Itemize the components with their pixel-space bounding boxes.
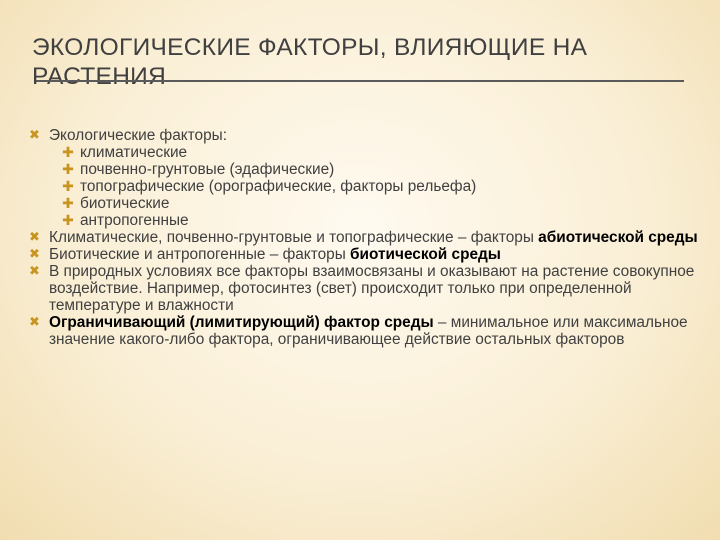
plus-icon: ✚ <box>62 212 74 228</box>
bullet-item <box>0 263 701 314</box>
x-mark-icon: ✖ <box>29 263 40 278</box>
bullet-item <box>0 127 701 144</box>
plus-icon: ✚ <box>62 178 74 194</box>
bullet-text: В природных условиях все факторы взаимосвязаны и оказывают на растение совокупное воздействие. Например, фотосинтез (свет) происходит только при определенной температуре и влажности <box>49 263 695 314</box>
sub-bullet-item <box>0 178 700 195</box>
x-mark-icon: ✖ <box>29 246 40 261</box>
bullet-text: – минимальное или максимальное значение какого-либо фактора, ограничивающее действие остальных факторов <box>49 314 688 348</box>
sub-bullet-item <box>0 212 700 229</box>
bullet-text: Климатические, почвенно-грунтовые и топографические – факторы <box>49 229 539 246</box>
sub-bullet-text: топографические (орографические, факторы рельефа) <box>80 178 477 195</box>
sub-bullet-item <box>0 144 700 161</box>
sub-bullet-item <box>0 195 700 212</box>
title-underline <box>36 80 684 82</box>
plus-icon: ✚ <box>62 195 74 211</box>
bullet-item <box>0 229 701 246</box>
slide-content <box>0 127 720 348</box>
sub-bullet-text: климатические <box>80 144 188 161</box>
x-mark-icon: ✖ <box>29 314 40 329</box>
bullet-bold-text: абиотической среды <box>538 229 698 246</box>
plus-icon: ✚ <box>62 144 74 160</box>
x-mark-icon: ✖ <box>29 229 40 244</box>
sub-bullet-text: биотические <box>80 195 170 212</box>
sub-bullet-text: почвенно-грунтовые (эдафические) <box>80 161 335 178</box>
bullet-item <box>0 314 701 348</box>
bullet-item <box>0 246 701 263</box>
x-mark-icon: ✖ <box>29 127 40 142</box>
bullet-bold-text: биотической среды <box>350 246 501 263</box>
sub-bullet-item <box>0 161 700 178</box>
plus-icon: ✚ <box>62 161 74 177</box>
bullet-bold-text: Ограничивающий (лимитирующий) фактор среды <box>49 314 434 331</box>
slide-title: ЭКОЛОГИЧЕСКИЕ ФАКТОРЫ, ВЛИЯЮЩИЕ НА РАСТЕНИЯ <box>32 34 588 90</box>
sub-bullet-text: антропогенные <box>80 212 189 229</box>
bullet-text: Биотические и антропогенные – факторы <box>49 246 351 263</box>
bullet-text: Экологические факторы: <box>49 127 228 144</box>
